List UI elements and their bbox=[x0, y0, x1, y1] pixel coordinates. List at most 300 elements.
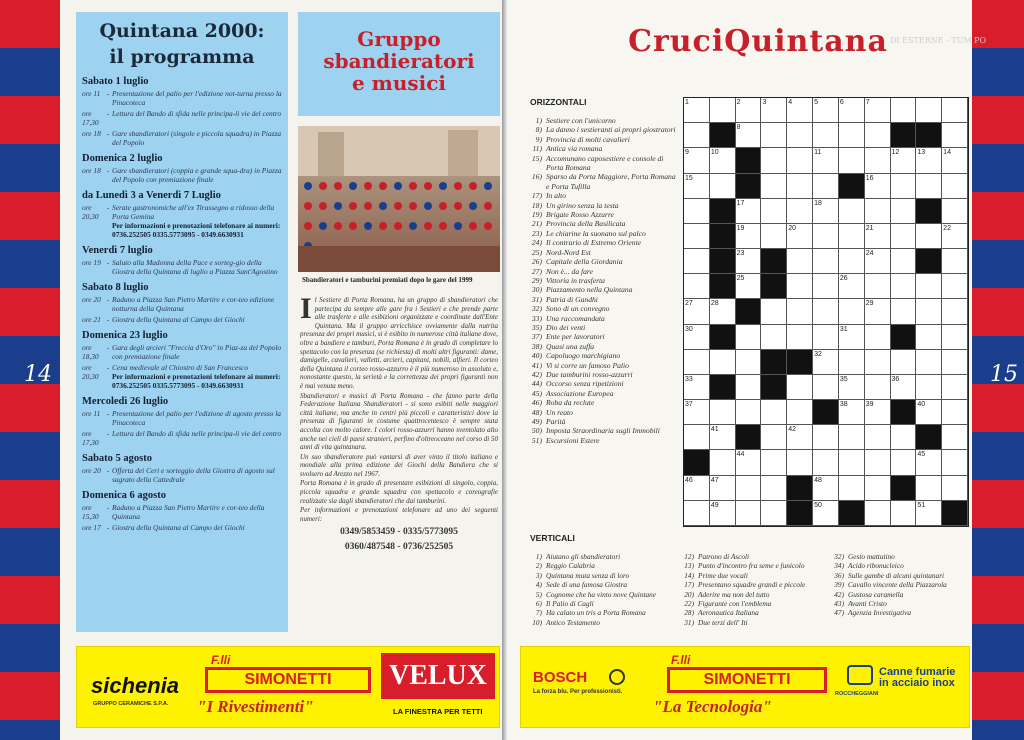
grid-cell[interactable] bbox=[813, 274, 839, 299]
program-day: Sabato 1 luglio bbox=[82, 76, 149, 87]
grid-cell[interactable]: 11 bbox=[813, 148, 839, 173]
ad-banner-right[interactable] bbox=[520, 646, 970, 728]
clue-text: Provincia di molti cavalieri bbox=[546, 134, 630, 144]
clue-orizzontale bbox=[528, 295, 676, 304]
group-photo bbox=[298, 126, 500, 272]
clue-verticale bbox=[528, 552, 680, 561]
grid-cell[interactable]: 48 bbox=[813, 476, 839, 501]
figure-mark bbox=[469, 222, 477, 230]
grid-cell[interactable] bbox=[942, 299, 968, 324]
clue-orizzontale bbox=[528, 210, 676, 219]
clue-orizzontale bbox=[528, 125, 676, 134]
grid-cell[interactable] bbox=[942, 425, 968, 450]
grid-cell[interactable] bbox=[787, 299, 813, 324]
figure-mark bbox=[349, 182, 357, 190]
clue-verticale bbox=[528, 561, 680, 570]
grid-cell[interactable] bbox=[787, 325, 813, 350]
grid-cell[interactable]: 18 bbox=[813, 199, 839, 224]
event-dash: - bbox=[106, 429, 110, 438]
clue-verticale bbox=[680, 608, 830, 617]
grid-cell[interactable] bbox=[942, 476, 968, 501]
figure-mark bbox=[439, 222, 447, 230]
clue-number: 4) bbox=[535, 580, 542, 590]
clue-number: 32) bbox=[834, 552, 844, 561]
grid-cell[interactable] bbox=[839, 425, 865, 450]
figure-mark bbox=[469, 202, 477, 210]
grid-cell[interactable] bbox=[942, 274, 968, 299]
grid-block bbox=[761, 249, 787, 274]
grid-cell[interactable]: 1 bbox=[684, 98, 710, 123]
grid-cell[interactable]: 14 bbox=[942, 148, 968, 173]
figure-mark bbox=[484, 222, 492, 230]
grid-cell[interactable] bbox=[710, 400, 736, 425]
grid-block bbox=[891, 400, 917, 425]
clue-orizzontale bbox=[528, 323, 676, 332]
clue-orizzontale bbox=[528, 219, 676, 228]
grid-cell[interactable]: 25 bbox=[736, 274, 762, 299]
grid-cell[interactable] bbox=[916, 375, 942, 400]
grid-cell[interactable] bbox=[787, 249, 813, 274]
event-dash: - bbox=[106, 466, 110, 475]
grid-cell[interactable] bbox=[942, 123, 968, 148]
grid-cell[interactable] bbox=[916, 98, 942, 123]
verticali-col-1 bbox=[528, 552, 680, 627]
grid-cell[interactable] bbox=[684, 199, 710, 224]
clue-text: Occorso senza ripetizioni bbox=[546, 379, 624, 389]
grid-cell[interactable] bbox=[865, 425, 891, 450]
crossword-grid[interactable] bbox=[683, 97, 969, 527]
event-text: Raduno a Piazza San Pietro Martire e cor-teo edizione notturna della Quintana bbox=[112, 295, 275, 313]
grid-cell[interactable] bbox=[891, 501, 917, 526]
clue-number: 37) bbox=[531, 332, 542, 342]
clue-orizzontale bbox=[528, 267, 676, 276]
grid-cell[interactable]: 23 bbox=[736, 249, 762, 274]
grid-cell[interactable]: 4 bbox=[787, 98, 813, 123]
figure-mark bbox=[409, 182, 417, 190]
clue-number: 36) bbox=[834, 570, 844, 580]
grid-cell[interactable] bbox=[761, 299, 787, 324]
clue-number: 12) bbox=[684, 552, 694, 561]
grid-cell[interactable] bbox=[761, 501, 787, 526]
clue-number: 30) bbox=[531, 285, 542, 295]
clue-number: 7) bbox=[535, 608, 542, 618]
event-dash: - bbox=[106, 523, 110, 532]
grid-cell[interactable] bbox=[761, 450, 787, 475]
grid-cell[interactable] bbox=[736, 476, 762, 501]
grid-cell[interactable]: 15 bbox=[684, 174, 710, 199]
grid-cell[interactable]: 17 bbox=[736, 199, 762, 224]
clue-number: 24) bbox=[531, 238, 542, 248]
event-text: Saluto alla Madonna della Pace e sorteg-gio della Giostra della Quintana di luglio a Piazza Sant'Agostino bbox=[112, 258, 278, 276]
simonetti-logo: SIMONETTI bbox=[205, 667, 371, 693]
grid-cell[interactable] bbox=[942, 375, 968, 400]
grid-block bbox=[710, 199, 736, 224]
grid-cell[interactable] bbox=[787, 174, 813, 199]
event-time: ore 11 bbox=[82, 409, 101, 418]
grid-cell[interactable] bbox=[787, 450, 813, 475]
grid-cell[interactable] bbox=[865, 325, 891, 350]
clue-verticale bbox=[528, 571, 680, 580]
clue-verticale bbox=[680, 580, 830, 589]
clue-number: 32) bbox=[531, 304, 542, 314]
grid-cell[interactable]: 32 bbox=[813, 350, 839, 375]
grid-cell[interactable]: 33 bbox=[684, 375, 710, 400]
clue-text: Reggio Calabria bbox=[546, 561, 595, 571]
ad-banner-left[interactable] bbox=[76, 646, 500, 728]
grid-cell[interactable] bbox=[787, 400, 813, 425]
grid-cell[interactable] bbox=[813, 450, 839, 475]
clue-verticale bbox=[830, 590, 970, 599]
figure-mark bbox=[304, 202, 312, 210]
clue-text: Nord-Nord Est bbox=[546, 247, 591, 257]
figure-mark bbox=[319, 222, 327, 230]
grid-cell[interactable] bbox=[865, 274, 891, 299]
grid-cell[interactable] bbox=[839, 249, 865, 274]
event-text: Giostra della Quintana al Campo dei Giochi bbox=[112, 523, 245, 532]
event-dash: - bbox=[106, 295, 110, 304]
clue-orizzontale bbox=[528, 426, 676, 435]
figure-mark bbox=[349, 222, 357, 230]
grid-cell[interactable] bbox=[813, 123, 839, 148]
grid-cell[interactable]: 44 bbox=[736, 450, 762, 475]
grid-cell[interactable] bbox=[942, 325, 968, 350]
grid-block bbox=[761, 350, 787, 375]
grid-cell[interactable] bbox=[942, 350, 968, 375]
grid-cell[interactable] bbox=[865, 350, 891, 375]
grid-cell[interactable] bbox=[865, 148, 891, 173]
figure-mark bbox=[454, 202, 462, 210]
grid-block bbox=[787, 476, 813, 501]
grid-cell[interactable] bbox=[839, 299, 865, 324]
clue-number: 49) bbox=[531, 417, 542, 426]
grid-cell[interactable] bbox=[761, 400, 787, 425]
event-dash: - bbox=[106, 258, 110, 267]
clue-text: Aeronautica Italiana bbox=[698, 608, 759, 618]
grid-cell[interactable]: 10 bbox=[710, 148, 736, 173]
grid-cell[interactable] bbox=[942, 450, 968, 475]
grid-cell[interactable]: 20 bbox=[787, 224, 813, 249]
grid-cell[interactable]: 47 bbox=[710, 476, 736, 501]
grid-cell[interactable] bbox=[761, 476, 787, 501]
grid-cell[interactable] bbox=[865, 123, 891, 148]
clue-text: Punto d'incontro fra seme e funicolo bbox=[698, 561, 805, 571]
grid-cell[interactable] bbox=[813, 375, 839, 400]
program-event bbox=[82, 129, 282, 147]
clue-text: La danno i sestieranti ai propri giostratori bbox=[546, 125, 676, 135]
clue-text: Due terzi dell' Iti bbox=[698, 617, 748, 627]
program-event bbox=[82, 89, 282, 107]
grid-cell[interactable]: 21 bbox=[865, 224, 891, 249]
figure-mark bbox=[334, 182, 342, 190]
program-box bbox=[76, 12, 288, 632]
grid-cell[interactable]: 9 bbox=[684, 148, 710, 173]
grid-cell[interactable] bbox=[710, 174, 736, 199]
grid-cell[interactable] bbox=[736, 400, 762, 425]
grid-cell[interactable] bbox=[736, 501, 762, 526]
grid-cell[interactable]: 42 bbox=[787, 425, 813, 450]
grid-cell[interactable]: 12 bbox=[891, 148, 917, 173]
grid-cell[interactable] bbox=[684, 274, 710, 299]
grid-cell[interactable]: 50 bbox=[813, 501, 839, 526]
figure-mark bbox=[304, 182, 312, 190]
grid-cell[interactable] bbox=[684, 425, 710, 450]
grid-cell[interactable] bbox=[891, 249, 917, 274]
clue-verticale bbox=[528, 580, 680, 589]
grid-cell[interactable]: 26 bbox=[839, 274, 865, 299]
grid-cell[interactable] bbox=[684, 501, 710, 526]
grid-cell[interactable] bbox=[891, 199, 917, 224]
bosch-armature-icon bbox=[609, 669, 625, 685]
article-p3: Un suo sbandieratore può vantarsi di aver vinto il titolo italiano e mondiale alla prima edizione dei Giochi della Bandiera che si svolsero ad Arezzo nel 1967. bbox=[300, 452, 498, 478]
grid-cell[interactable] bbox=[761, 148, 787, 173]
figure-mark bbox=[364, 182, 372, 190]
program-event bbox=[82, 466, 282, 484]
grid-cell[interactable]: 29 bbox=[865, 299, 891, 324]
grid-cell[interactable] bbox=[891, 174, 917, 199]
grid-cell[interactable]: 28 bbox=[710, 299, 736, 324]
program-event bbox=[82, 363, 282, 390]
grid-cell[interactable] bbox=[916, 350, 942, 375]
grid-block bbox=[710, 325, 736, 350]
grid-cell[interactable] bbox=[813, 174, 839, 199]
grid-cell[interactable] bbox=[942, 249, 968, 274]
event-text: Gare sbandieratori (coppia e grande squa-dra) in Piazza del Popolo con premiazione finale bbox=[112, 166, 282, 184]
event-text: Raduno a Piazza San Pietro Martire e cor-teo della Quintana bbox=[112, 503, 265, 521]
grid-block bbox=[710, 274, 736, 299]
grid-cell[interactable]: 45 bbox=[916, 450, 942, 475]
grid-cell[interactable]: 7 bbox=[865, 98, 891, 123]
grid-cell[interactable] bbox=[684, 350, 710, 375]
grid-cell[interactable] bbox=[736, 350, 762, 375]
grid-cell[interactable] bbox=[865, 375, 891, 400]
clue-text: Cavallo vincente della Piazzarola bbox=[848, 580, 947, 590]
group-title-2: sbandieratori bbox=[323, 49, 475, 73]
grid-cell[interactable]: 13 bbox=[916, 148, 942, 173]
grid-block bbox=[710, 224, 736, 249]
clue-text: Capoluogo marchigiano bbox=[546, 351, 621, 361]
event-dash: - bbox=[106, 109, 110, 118]
grid-cell[interactable]: 2 bbox=[736, 98, 762, 123]
grid-cell[interactable] bbox=[736, 325, 762, 350]
clue-text: Roba da reclute bbox=[546, 398, 595, 408]
grid-cell[interactable] bbox=[787, 274, 813, 299]
sichenia-logo: sichenia bbox=[91, 673, 180, 698]
grid-cell[interactable] bbox=[891, 274, 917, 299]
grid-cell[interactable] bbox=[787, 123, 813, 148]
grid-cell[interactable] bbox=[710, 350, 736, 375]
clue-text: Brigate Rosso Azzurre bbox=[546, 210, 614, 220]
grid-cell[interactable] bbox=[761, 199, 787, 224]
grid-cell[interactable] bbox=[891, 350, 917, 375]
grid-cell[interactable] bbox=[710, 98, 736, 123]
grid-cell[interactable] bbox=[916, 174, 942, 199]
grid-cell[interactable]: 16 bbox=[865, 174, 891, 199]
clue-text: In alto bbox=[546, 191, 567, 201]
figure-mark bbox=[334, 222, 342, 230]
grid-cell[interactable] bbox=[761, 174, 787, 199]
grid-cell[interactable] bbox=[684, 123, 710, 148]
grid-cell[interactable] bbox=[942, 400, 968, 425]
grid-cell[interactable] bbox=[891, 98, 917, 123]
grid-cell[interactable] bbox=[916, 224, 942, 249]
grid-cell[interactable] bbox=[787, 199, 813, 224]
grid-cell[interactable]: 19 bbox=[736, 224, 762, 249]
program-days bbox=[82, 76, 282, 532]
clue-number: 50) bbox=[531, 426, 542, 436]
page-number-right: 15 bbox=[990, 362, 1018, 387]
grid-cell[interactable] bbox=[839, 224, 865, 249]
clue-text: Dio dei venti bbox=[546, 322, 586, 332]
grid-cell[interactable]: 51 bbox=[916, 501, 942, 526]
grid-block bbox=[710, 123, 736, 148]
grid-block bbox=[916, 249, 942, 274]
event-info: Per informazioni e prenotazioni telefonare ai numeri: 0736.252505 0335.5773095 - 0349.6630931 bbox=[112, 221, 281, 239]
event-text: Serate gastronomiche all'ex Tirassegno a ridosso della Porta Gemina Per informazioni e prenotazioni telefonare ai numeri: 0736.252505 0335.5773095 - 0349.6630931 bbox=[112, 203, 281, 239]
grid-cell[interactable]: 30 bbox=[684, 325, 710, 350]
grid-cell[interactable] bbox=[942, 174, 968, 199]
clue-verticale bbox=[830, 561, 970, 570]
clue-verticale bbox=[680, 552, 830, 561]
grid-cell[interactable]: 5 bbox=[813, 98, 839, 123]
grid-cell[interactable] bbox=[684, 249, 710, 274]
article-p2: Sbandieratori e musici di Porta Romana - che fanno parte della Federazione Italiana Sbandieratori - si sono esibiti nelle maggiori città italiane, ma anche in centri più piccoli e caratteristici dove la presenza di figuranti in costume quattrocentesco è sempre stata accolta con molto calore. I colori rosso-azzurri hanno sventolato alto anche nei cieli di paesi stranieri, perfino d'oltreoceano nel corso di 50 anni di vita quintanara. bbox=[300, 391, 498, 452]
clue-number: 35) bbox=[531, 322, 542, 332]
grid-cell[interactable] bbox=[942, 98, 968, 123]
grid-cell[interactable] bbox=[891, 224, 917, 249]
grid-block bbox=[710, 249, 736, 274]
grid-cell[interactable] bbox=[916, 274, 942, 299]
clue-orizzontale bbox=[528, 398, 676, 407]
grid-cell[interactable] bbox=[865, 199, 891, 224]
grid-cell[interactable] bbox=[839, 199, 865, 224]
clue-number: 41) bbox=[531, 360, 542, 370]
event-dash: - bbox=[106, 203, 110, 212]
grid-cell[interactable]: 37 bbox=[684, 400, 710, 425]
program-day: Domenica 6 agosto bbox=[82, 490, 166, 501]
event-dash: - bbox=[106, 166, 110, 175]
clue-orizzontale bbox=[528, 389, 676, 398]
event-text: Gare sbandieratori (singole e piccola squadra) in Piazza del Popolo bbox=[112, 129, 282, 147]
verticali-label: VERTICALI bbox=[530, 533, 575, 543]
clue-text: Imposta Straordinaria sugli Immobili bbox=[546, 426, 660, 436]
clue-orizzontale bbox=[528, 361, 676, 370]
clue-text: Vi si corre un famoso Palio bbox=[546, 360, 629, 370]
clue-number: 3) bbox=[535, 570, 542, 580]
grid-block bbox=[942, 501, 968, 526]
grid-cell[interactable] bbox=[813, 224, 839, 249]
clue-text: Un reato bbox=[546, 407, 573, 417]
article-p4: Porta Romana è in grado di presentare esibizioni di singolo, coppia, piccola squadra e grande squadra con spettacolo e coreografie realizzate sia dagli sbandieratori che dai tamburini. bbox=[300, 479, 498, 505]
grid-cell[interactable] bbox=[761, 425, 787, 450]
grid-cell[interactable]: 24 bbox=[865, 249, 891, 274]
grid-cell[interactable] bbox=[839, 350, 865, 375]
event-text: Presentazione del palio per l'edizione di agosto presso la Pinacoteca bbox=[112, 409, 281, 427]
grid-cell[interactable] bbox=[891, 299, 917, 324]
grid-cell[interactable] bbox=[942, 199, 968, 224]
clue-text: Gustosa caramella bbox=[848, 589, 904, 599]
clue-number: 15) bbox=[531, 153, 542, 163]
grid-cell[interactable]: 35 bbox=[839, 375, 865, 400]
clue-text: Acido ribonucleico bbox=[848, 561, 904, 571]
grid-cell[interactable] bbox=[865, 476, 891, 501]
grid-cell[interactable] bbox=[916, 476, 942, 501]
grid-cell[interactable] bbox=[839, 450, 865, 475]
grid-cell[interactable] bbox=[891, 450, 917, 475]
grid-cell[interactable] bbox=[839, 123, 865, 148]
figure-mark bbox=[364, 202, 372, 210]
grid-cell[interactable] bbox=[839, 476, 865, 501]
grid-cell[interactable] bbox=[736, 375, 762, 400]
clue-number: 10) bbox=[532, 617, 542, 627]
grid-cell[interactable] bbox=[761, 123, 787, 148]
grid-cell[interactable]: 27 bbox=[684, 299, 710, 324]
grid-cell[interactable]: 39 bbox=[865, 400, 891, 425]
figure-mark bbox=[394, 182, 402, 190]
clue-number: 25) bbox=[531, 247, 542, 257]
grid-cell[interactable]: 36 bbox=[891, 375, 917, 400]
grid-cell[interactable] bbox=[761, 224, 787, 249]
grid-block bbox=[916, 425, 942, 450]
grid-cell[interactable]: 38 bbox=[839, 400, 865, 425]
grid-cell[interactable] bbox=[813, 425, 839, 450]
grid-cell[interactable]: 41 bbox=[710, 425, 736, 450]
grid-cell[interactable] bbox=[813, 325, 839, 350]
grid-cell[interactable] bbox=[916, 325, 942, 350]
grid-cell[interactable]: 49 bbox=[710, 501, 736, 526]
grid-cell[interactable] bbox=[787, 148, 813, 173]
grid-cell[interactable] bbox=[916, 299, 942, 324]
clue-orizzontale bbox=[528, 332, 676, 341]
program-event bbox=[82, 429, 282, 447]
orizzontali-label: ORIZZONTALI bbox=[530, 97, 587, 107]
program-event bbox=[82, 109, 282, 127]
grid-cell[interactable] bbox=[891, 425, 917, 450]
grid-cell[interactable]: 6 bbox=[839, 98, 865, 123]
grid-cell[interactable] bbox=[710, 450, 736, 475]
clue-text: Provincia della Basilicata bbox=[546, 219, 626, 229]
bosch-logo: BOSCH bbox=[533, 669, 588, 686]
clue-text: Antica via romana bbox=[546, 144, 603, 154]
grid-cell[interactable] bbox=[761, 325, 787, 350]
figure-mark bbox=[379, 202, 387, 210]
grid-cell[interactable]: 3 bbox=[761, 98, 787, 123]
grid-cell[interactable] bbox=[813, 299, 839, 324]
grid-cell[interactable]: 40 bbox=[916, 400, 942, 425]
grid-cell[interactable] bbox=[684, 224, 710, 249]
grid-cell[interactable]: 8 bbox=[736, 123, 762, 148]
figure-mark bbox=[439, 202, 447, 210]
grid-cell[interactable] bbox=[839, 148, 865, 173]
clue-number: 8) bbox=[535, 125, 542, 135]
clue-text: Cognome che ha vinto nove Quintane bbox=[546, 589, 657, 599]
grid-cell[interactable]: 31 bbox=[839, 325, 865, 350]
clue-verticale bbox=[830, 552, 970, 561]
grid-cell[interactable]: 22 bbox=[942, 224, 968, 249]
event-time: ore 17,30 bbox=[82, 429, 99, 447]
grid-cell[interactable] bbox=[865, 450, 891, 475]
clue-number: 16) bbox=[531, 172, 542, 182]
clue-number: 20) bbox=[684, 589, 694, 599]
grid-cell[interactable] bbox=[865, 501, 891, 526]
grid-cell[interactable] bbox=[813, 249, 839, 274]
photo-caption: Sbandieratori e tamburini premiati dopo le gare del 1999 bbox=[302, 276, 473, 284]
clue-text: Sulle gambe di alcuni quintanari bbox=[848, 570, 945, 580]
grid-cell[interactable] bbox=[787, 375, 813, 400]
clue-verticale bbox=[830, 599, 970, 608]
clue-number: 22) bbox=[684, 599, 694, 609]
event-time: ore 19 bbox=[82, 258, 101, 267]
grid-cell[interactable]: 46 bbox=[684, 476, 710, 501]
